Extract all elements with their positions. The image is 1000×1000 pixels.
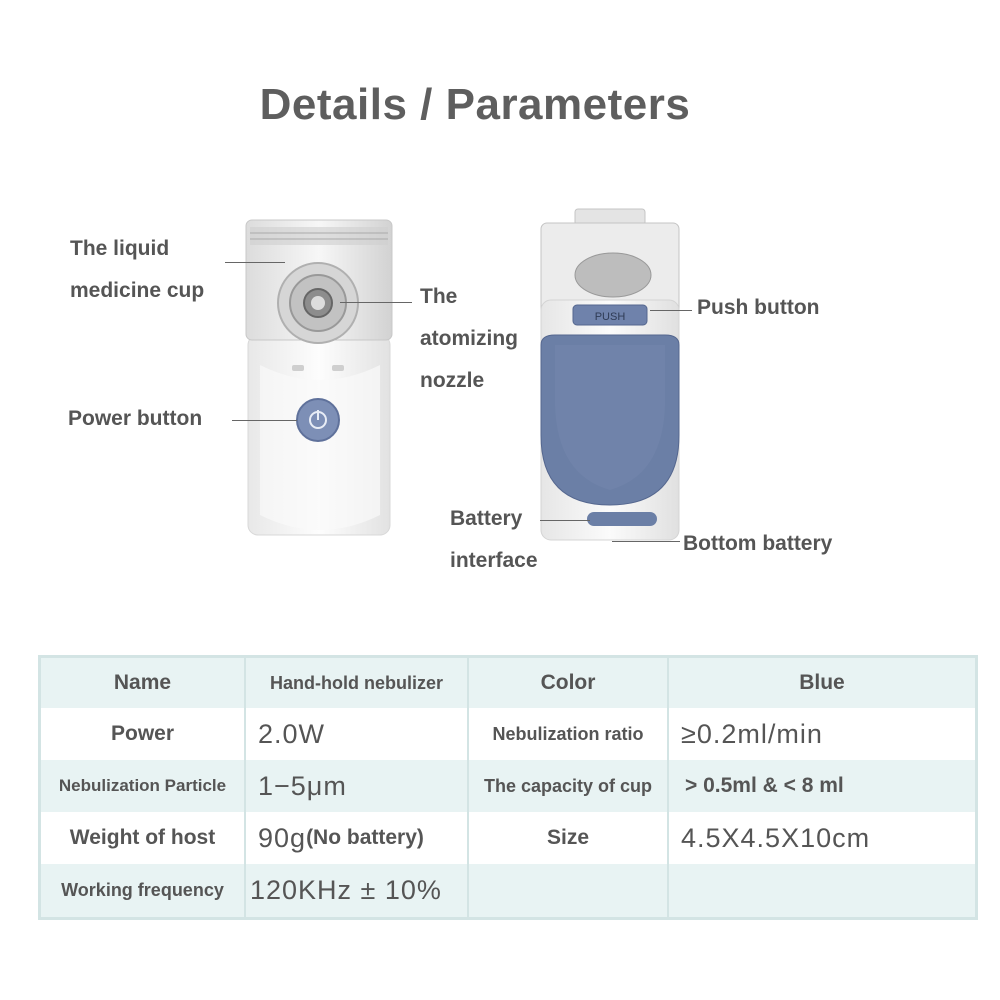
cell-ratio-label: Nebulization ratio (467, 708, 667, 760)
battery-interface-icon (587, 512, 657, 526)
spec-table (38, 655, 978, 920)
leader-bottom-battery (612, 541, 680, 542)
weight-number: 90g (258, 822, 307, 853)
table-row (41, 760, 975, 812)
cell-empty (667, 864, 975, 917)
cell-size-value: 4.5X4.5X10cm (667, 812, 975, 864)
cell-weight-value (244, 812, 467, 864)
cell-frequency-label: Working frequency (61, 880, 224, 900)
cell-power-value: 2.0W (244, 708, 467, 760)
table-row (41, 864, 975, 917)
label-push-button: Push button (697, 296, 820, 319)
table-row (41, 708, 975, 760)
leader-power-button (232, 420, 297, 421)
table-row (41, 812, 975, 864)
cell-frequency-value: 120KHz ± 10% (244, 864, 467, 917)
cell-empty (467, 864, 667, 917)
cell-size-label: Size (467, 812, 667, 864)
nebulizer-back-image (535, 205, 685, 545)
label-atomizing-nozzle: The atomizing nozzle (420, 285, 518, 392)
leader-liquid-cup (225, 262, 285, 263)
page-title: Details / Parameters (259, 80, 691, 129)
leader-push-button (650, 310, 692, 311)
cell-name-value: Hand-hold nebulizer (244, 658, 467, 708)
svg-text:PUSH: PUSH (594, 311, 626, 323)
label-battery-interface: Battery interface (450, 507, 538, 572)
cell-name-label: Name (113, 671, 172, 694)
cell-color-label: Color (467, 658, 667, 708)
cell-particle-value: 1−5μm (244, 760, 467, 812)
label-power-button: Power button (68, 407, 203, 430)
weight-note: (No battery) (306, 826, 424, 849)
label-liquid-cup: The liquid medicine cup (70, 237, 205, 302)
cell-ratio-value: ≥0.2ml/min (667, 708, 975, 760)
cell-particle-label: Nebulization Particle (58, 776, 227, 795)
nebulizer-front-image (240, 215, 400, 545)
leader-nozzle (340, 302, 412, 303)
leader-battery-interface (540, 520, 590, 521)
cell-color-value: Blue (667, 658, 975, 708)
cell-power-label: Power (110, 722, 175, 745)
cell-weight-label: Weight of host (69, 826, 216, 849)
label-bottom-battery: Bottom battery (683, 532, 833, 555)
cell-capacity-value: > 0.5ml & < 8 ml (667, 760, 975, 812)
cell-capacity-label: The capacity of cup (467, 760, 667, 812)
table-row (41, 658, 975, 708)
